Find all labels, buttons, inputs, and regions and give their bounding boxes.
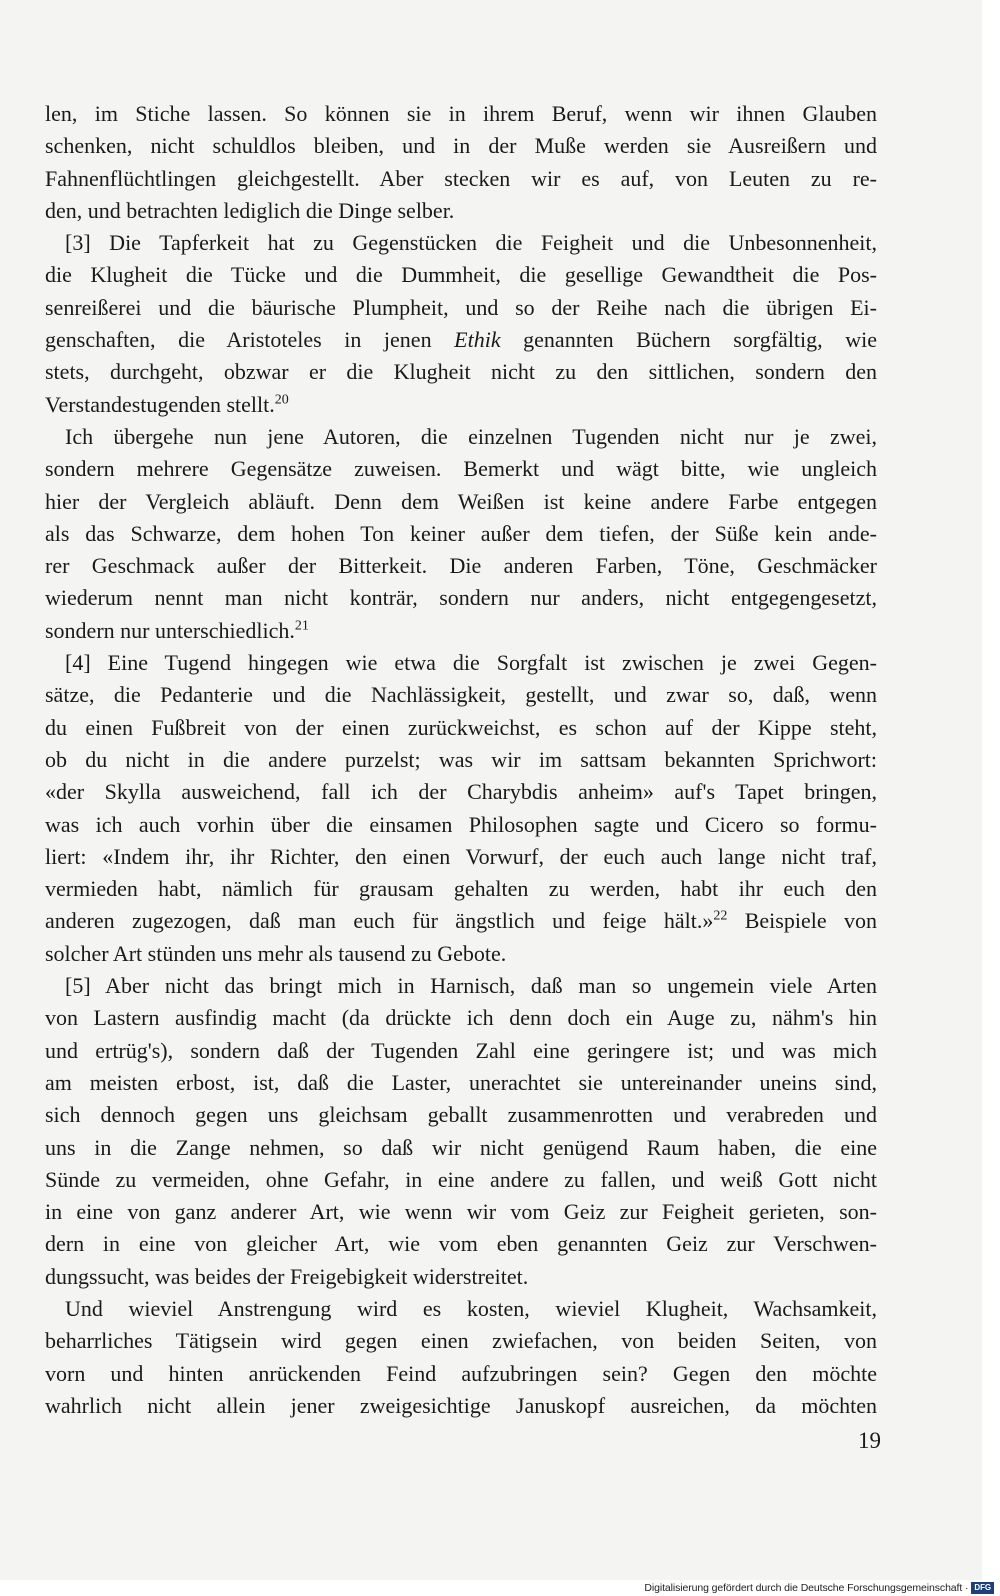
paragraph-3-start: [3] Die Tapferkeit hat zu Gegenstücken die Feigheit und die Unbesonnenheit, (65, 230, 877, 256)
text-segment: genannten Büchern sorgfältig, wie (500, 327, 877, 353)
text-line: liert: «Indem ihr, ihr Richter, den einen Vorwurf, der euch auch lange nicht traf, (45, 843, 877, 869)
text-line: wahrlich nicht allein jener zweigesichtige Januskopf ausreichen, da möchten (45, 1392, 877, 1418)
text-segment: sondern nur unterschiedlich. (45, 617, 295, 643)
text-line: stets, durchgeht, obzwar er die Klugheit nicht zu den sittlichen, sondern den (45, 359, 877, 385)
text-line: sätze, die Pedanterie und die Nachlässigkeit, gestellt, und zwar so, daß, wenn (45, 682, 877, 708)
footnote-marker: 22 (713, 909, 728, 925)
text-line: den, und betrachten lediglich die Dinge selber. (45, 197, 455, 223)
text-line: rer Geschmack außer der Bitterkeit. Die anderen Farben, Töne, Geschmäcker (45, 553, 877, 579)
text-line: dungssucht, was beides der Freigebigkeit widerstreitet. (45, 1263, 529, 1289)
body-text (45, 98, 877, 1422)
footnote-marker: 20 (274, 392, 289, 408)
text-line: vorn und hinten anrückenden Feind aufzubringen sein? Gegen den möchte (45, 1360, 877, 1386)
text-line: schenken, nicht schuldlos bleiben, und in der Muße werden sie Ausreißern und (45, 133, 877, 159)
text-line (45, 905, 877, 937)
text-line: uns in die Zange nehmen, so daß wir nicht genügend Raum haben, die eine (45, 1134, 877, 1160)
text-segment: anderen zugezogen, daß man euch für ängstlich und feige hält.» (45, 908, 714, 934)
paragraph-5-start: [5] Aber nicht das bringt mich in Harnisch, daß man so ungemein viele Arten (65, 973, 877, 999)
text-line: dern in eine von gleicher Art, wie vom eben genannten Geiz zur Verschwen- (45, 1231, 877, 1257)
paragraph-start: Und wieviel Anstrengung wird es kosten, wieviel Klugheit, Wachsamkeit, (65, 1295, 877, 1321)
text-line: in eine von ganz anderer Art, wie wenn wir vom Geiz zur Feigheit gerieten, son- (45, 1199, 877, 1225)
text-line: ob du nicht in die andere purzelst; was wir im sattsam bekannten Sprichwort: (45, 746, 877, 772)
text-line: solcher Art stünden uns mehr als tausend zu Gebote. (45, 940, 507, 966)
text-line: was ich auch vorhin über die einsamen Philosophen sagte und Cicero so formu- (45, 811, 877, 837)
scan-margin (982, 0, 1000, 1580)
text-line: «der Skylla ausweichend, fall ich der Charybdis anheim» auf's Tapet bringen, (45, 779, 877, 805)
page-number: 19 (858, 1428, 881, 1453)
paragraph-start: Ich übergehe nun jene Autoren, die einzelnen Tugenden nicht nur je zwei, (65, 423, 877, 449)
text-line: du einen Fußbreit von der einen zurückweichst, es schon auf der Kippe steht, (45, 714, 877, 740)
text-line: Fahnenflüchtlingen gleichgestellt. Aber stecken wir es auf, von Leuten zu re- (45, 165, 877, 191)
text-line: am meisten erbost, ist, daß die Laster, unerachtet sie untereinander uneins sind, (45, 1069, 877, 1095)
text-line: beharrliches Tätigsein wird gegen einen zwiefachen, von beiden Seiten, von (45, 1328, 877, 1354)
text-line: sondern mehrere Gegensätze zuweisen. Bemerkt und wägt bitte, wie ungleich (45, 456, 877, 482)
text-line (45, 615, 877, 647)
text-segment: Beispiele von (727, 908, 877, 934)
text-segment: genschaften, die Aristoteles in jenen (45, 327, 455, 353)
dfg-logo: DFG (971, 1582, 994, 1594)
text-line: und ertrüg's), sondern daß der Tugenden Zahl eine geringere ist; und was mich (45, 1037, 877, 1063)
digitization-footer (644, 1580, 994, 1596)
footer-text: Digitalisierung gefördert durch die Deutsche Forschungsgemeinschaft · (644, 1582, 969, 1594)
text-line (45, 324, 877, 356)
text-line: wiederum nennt man nicht konträr, sondern nur anders, nicht entgegengesetzt, (45, 585, 877, 611)
paragraph-4-start: [4] Eine Tugend hingegen wie etwa die Sorgfalt ist zwischen je zwei Gegen- (65, 650, 877, 676)
text-line: die Klugheit die Tücke und die Dummheit, die gesellige Gewandtheit die Pos- (45, 262, 877, 288)
text-line (45, 389, 877, 421)
footnote-marker: 21 (294, 618, 309, 634)
italic-title-ethik: Ethik (454, 327, 501, 353)
text-line: hier der Vergleich abläuft. Denn dem Weißen ist keine andere Farbe entgegen (45, 488, 877, 514)
text-line: len, im Stiche lassen. So können sie in ihrem Beruf, wenn wir ihnen Glauben (45, 101, 877, 126)
text-line: vermieden habt, nämlich für grausam gehalten zu werden, habt ihr euch den (45, 876, 877, 902)
text-segment: Verstandestugenden stellt. (45, 391, 275, 417)
text-line: von Lastern ausfindig macht (da drückte ich denn doch ein Auge zu, nähm's hin (45, 1005, 877, 1031)
text-line: als das Schwarze, dem hohen Ton keiner außer dem tiefen, der Süße kein ande- (45, 520, 877, 546)
text-line: senreißerei und die bäurische Plumpheit, und so der Reihe nach die übrigen Ei- (45, 294, 877, 320)
text-line: Sünde zu vermeiden, ohne Gefahr, in eine andere zu fallen, und weiß Gott nicht (45, 1166, 877, 1192)
text-line: sich dennoch gegen uns gleichsam geballt zusammenrotten und verabreden und (45, 1102, 877, 1128)
